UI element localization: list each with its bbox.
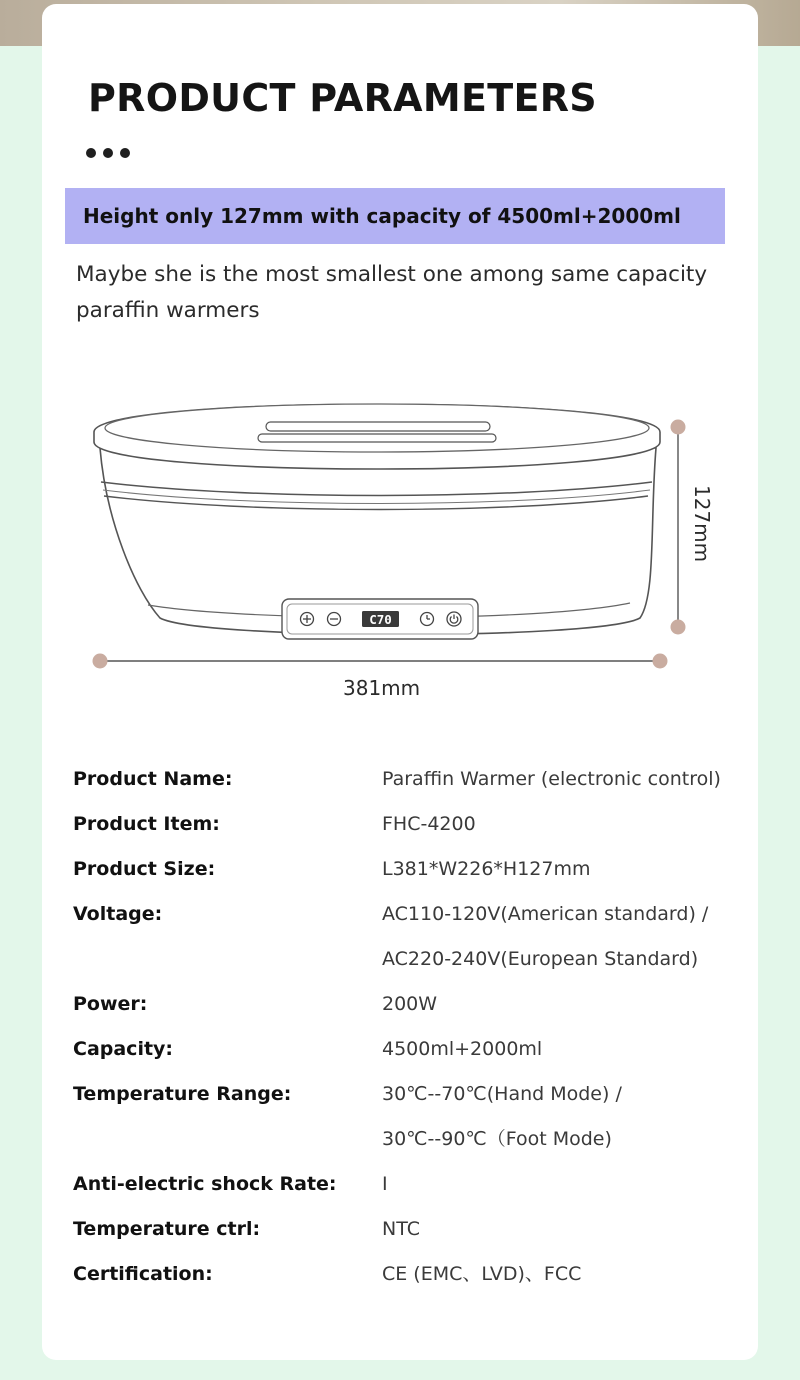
spec-value: Paraffin Warmer (electronic control) xyxy=(382,768,721,790)
width-dimension-marker-left xyxy=(93,654,108,669)
page-title: PRODUCT PARAMETERS xyxy=(88,76,597,120)
spec-value: CE (EMC、LVD)、FCC xyxy=(382,1263,582,1285)
spec-label: Certification: xyxy=(73,1263,213,1285)
width-label: 381mm xyxy=(343,676,421,700)
height-label: 127mm xyxy=(690,485,714,563)
spec-value: NTC xyxy=(382,1218,420,1240)
spec-label: Capacity: xyxy=(73,1038,174,1060)
spec-value: Ⅰ xyxy=(382,1173,388,1195)
highlight-banner: Height only 127mm with capacity of 4500ml+2000ml xyxy=(65,188,725,244)
spec-value: 30℃--70℃(Hand Mode) / xyxy=(382,1083,622,1105)
width-dimension-marker-right xyxy=(653,654,668,669)
spec-value: 4500ml+2000ml xyxy=(382,1038,543,1060)
dot xyxy=(120,148,130,158)
spec-value: 200W xyxy=(382,993,438,1015)
spec-value: FHC-4200 xyxy=(382,813,476,835)
spec-value: 30℃--90℃（Foot Mode) xyxy=(382,1128,612,1150)
lid-handle-slot-top xyxy=(266,422,490,431)
spec-value: AC220-240V(European Standard) xyxy=(382,948,699,970)
display-readout: C70 xyxy=(369,612,392,627)
spec-value: AC110-120V(American standard) / xyxy=(382,903,709,925)
spec-label: Anti-electric shock Rate: xyxy=(73,1173,337,1195)
description xyxy=(76,257,736,329)
spec-label: Product Size: xyxy=(73,858,216,880)
lid-handle-slot-bottom xyxy=(258,434,496,442)
spec-label: Power: xyxy=(73,993,148,1015)
dot xyxy=(86,148,96,158)
dot xyxy=(103,148,113,158)
spec-value: L381*W226*H127mm xyxy=(382,858,591,880)
description-line-1: Maybe she is the most smallest one among same capacity xyxy=(76,262,708,287)
height-dimension-marker-bottom xyxy=(671,620,686,635)
product-diagram xyxy=(0,380,800,680)
spec-label: Product Name: xyxy=(73,768,233,790)
description-line-2: paraffin warmers xyxy=(76,298,260,323)
spec-label: Temperature Range: xyxy=(73,1083,292,1105)
title-dots xyxy=(86,148,130,158)
height-dimension-marker-top xyxy=(671,420,686,435)
spec-label: Voltage: xyxy=(73,903,163,925)
spec-label: Temperature ctrl: xyxy=(73,1218,261,1240)
spec-label: Product Item: xyxy=(73,813,220,835)
